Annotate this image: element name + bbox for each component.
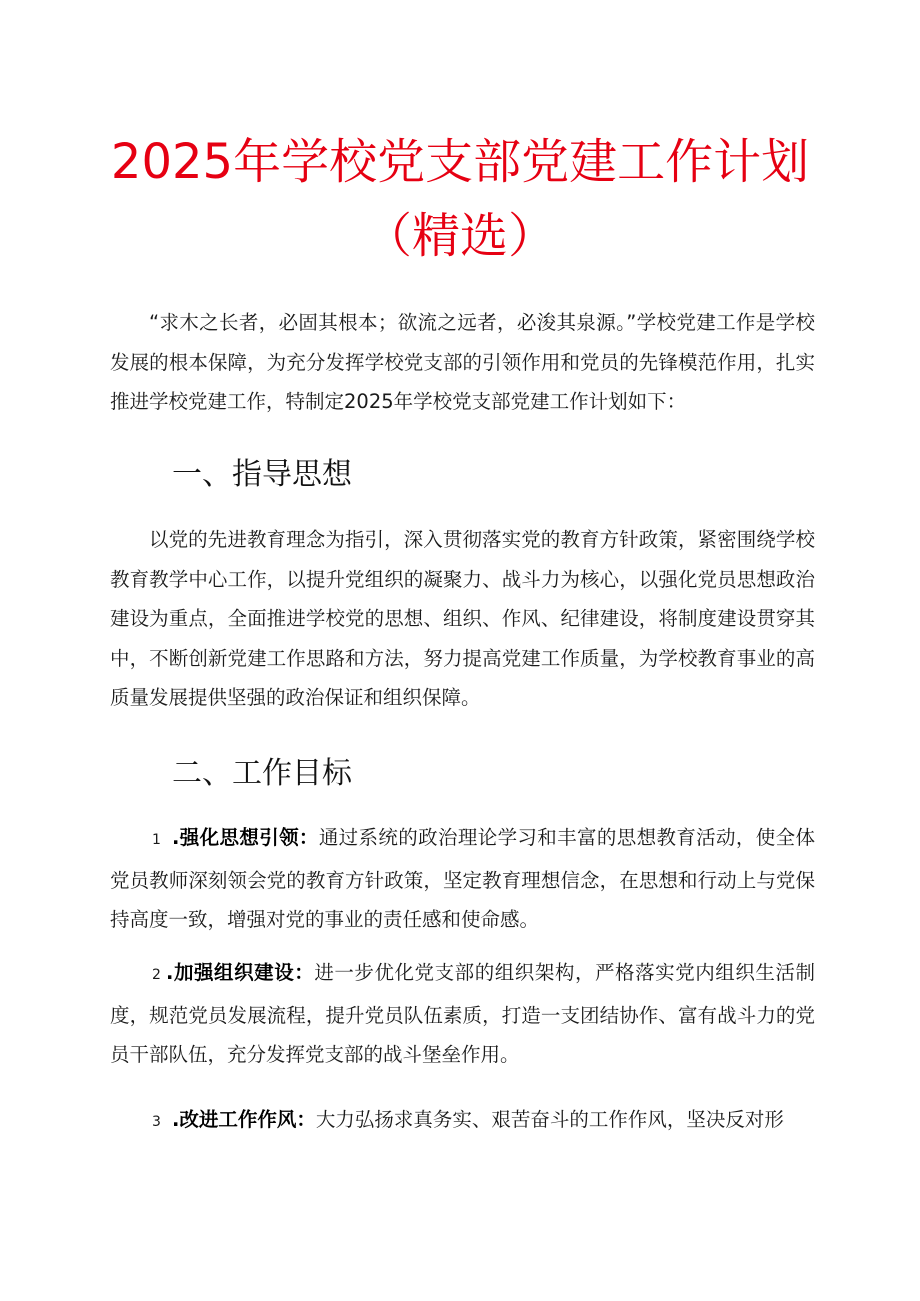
goal-item xyxy=(110,953,815,1075)
section-heading-work-goals: 二、工作目标 xyxy=(172,756,352,791)
guiding-ideology-paragraph: 以党的先进教育理念为指引，深入贯彻落实党的教育方针政策，紧密围绕学校教育教学中心工作，以提升党组织的凝聚力、战斗力为核心，以强化党员思想政治建设为重点，全面推进学校党的思想、组织、作风、纪律建设，将制度建设贯穿其中，不断创新党建工作思路和方法，努力提高党建工作质量，为学校教育事业的高质量发展提供坚强的政治保证和组织保障。 xyxy=(110,528,815,709)
section-heading-guiding-ideology: 一、指导思想 xyxy=(172,457,352,492)
intro-paragraph: “求木之长者，必固其根本；欲流之远者，必浚其泉源。”学校党建工作是学校发展的根本保障，为充分发挥学校党支部的引领作用和党员的先锋模范作用，扎实推进学校党建工作，特制定2025年学校党支部党建工作计划如下： xyxy=(110,311,815,413)
goal-item-text: 进一步优化党支部的组织架构，严格落实党内组织生活制度，规范党员发展流程，提升党员队伍素质，打造一支团结协作、富有战斗力的党员干部队伍，充分发挥党支部的战斗堡垒作用。 xyxy=(110,961,815,1066)
goal-item-lead: .强化思想引领： xyxy=(172,826,319,849)
document-subtitle: （精选） xyxy=(363,208,556,264)
goal-item-lead: .加强组织建设： xyxy=(166,961,315,984)
goal-item-number: 2 xyxy=(152,967,161,983)
goal-item-number: 3 xyxy=(152,1114,161,1130)
goal-item-text: 大力弘扬求真务实、艰苦奋斗的工作作风，坚决反对形 xyxy=(315,1108,784,1131)
goal-item xyxy=(110,818,815,940)
document-title: 2025年学校党支部党建工作计划 xyxy=(110,134,810,190)
goal-item-lead: .改进工作作风： xyxy=(172,1108,316,1131)
goal-item xyxy=(110,1100,815,1143)
goal-item-text: 通过系统的政治理论学习和丰富的思想教育活动，使全体党员教师深刻领会党的教育方针政策，坚定教育理想信念，在思想和行动上与党保持高度一致，增强对党的事业的责任感和使命感。 xyxy=(110,826,815,931)
goal-item-number: 1 xyxy=(152,832,161,848)
